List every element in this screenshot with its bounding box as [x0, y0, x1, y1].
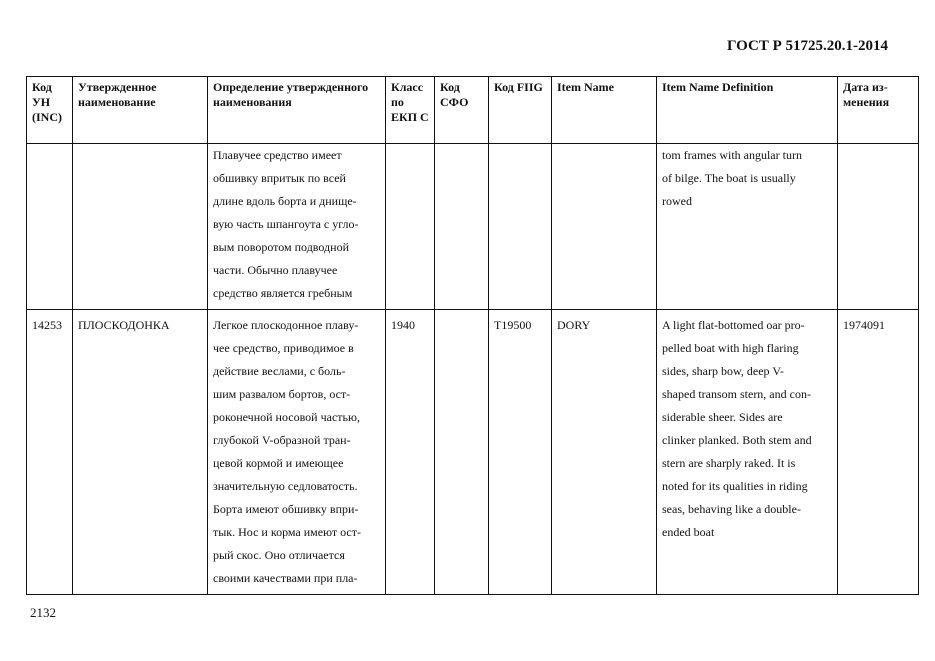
- document-code: ГОСТ Р 51725.20.1-2014: [726, 38, 888, 54]
- cell-fiig: T19500: [489, 310, 552, 595]
- cell-fiig: [489, 144, 552, 310]
- col-header-definition-ru: Определение утвержденного наименования: [208, 77, 386, 144]
- cell-approved-name: ПЛОСКОДОНКА: [73, 310, 208, 595]
- cell-item-name: [552, 144, 657, 310]
- cell-change-date: [838, 144, 919, 310]
- cell-definition-ru: Плавучее средство имеет обшивку впритык по всей длине вдоль борта и днище- вую часть шпангоута с угло- вым поворотом подводной части. Обычно плавучее средство является гребным: [208, 144, 386, 310]
- table-row: [27, 310, 919, 595]
- cell-class: [386, 144, 435, 310]
- cell-definition-ru: Легкое плоскодонное плаву- чее средство, приводимое в действие веслами, с боль- шим развалом бортов, ост- роконечной носовой частью, глубокой V-образной тран- цевой кормой и имеющее значительную седловатость. Борта имеют обшивку впри- тык. Нос и корма имеют ост- рый скос. Оно отличается своими качествами при пла-: [208, 310, 386, 595]
- cell-sfo: [435, 144, 489, 310]
- cell-inc: 14253: [27, 310, 73, 595]
- cell-class: 1940: [386, 310, 435, 595]
- cell-approved-name: [73, 144, 208, 310]
- cell-definition-en: A light flat-bottomed oar pro- pelled boat with high flaring sides, sharp bow, deep V- shaped transom stern, and con- siderable sheer. Sides are clinker planked. Both stem and stern are sharply raked. It is noted for its qualities in riding seas, behaving like a double- ended boat: [657, 310, 838, 595]
- col-header-sfo: Код СФО: [435, 77, 489, 144]
- cell-item-name: DORY: [552, 310, 657, 595]
- table-row: [27, 144, 919, 310]
- col-header-inc: Код УН (INC): [27, 77, 73, 144]
- col-header-change-date: Дата из-менения: [838, 77, 919, 144]
- cell-sfo: [435, 310, 489, 595]
- cell-inc: [27, 144, 73, 310]
- col-header-fiig: Код FIIG: [489, 77, 552, 144]
- nomenclature-table: [26, 76, 919, 595]
- header-row: [27, 77, 919, 144]
- col-header-item-name-definition: Item Name Definition: [657, 77, 838, 144]
- page-number: 2132: [30, 605, 56, 620]
- cell-change-date: 1974091: [838, 310, 919, 595]
- cell-definition-en: tom frames with angular turn of bilge. The boat is usually rowed: [657, 144, 838, 310]
- col-header-item-name: Item Name: [552, 77, 657, 144]
- col-header-class: Класс по ЕКП С: [386, 77, 435, 144]
- col-header-approved-name: Утвержденное наименование: [73, 77, 208, 144]
